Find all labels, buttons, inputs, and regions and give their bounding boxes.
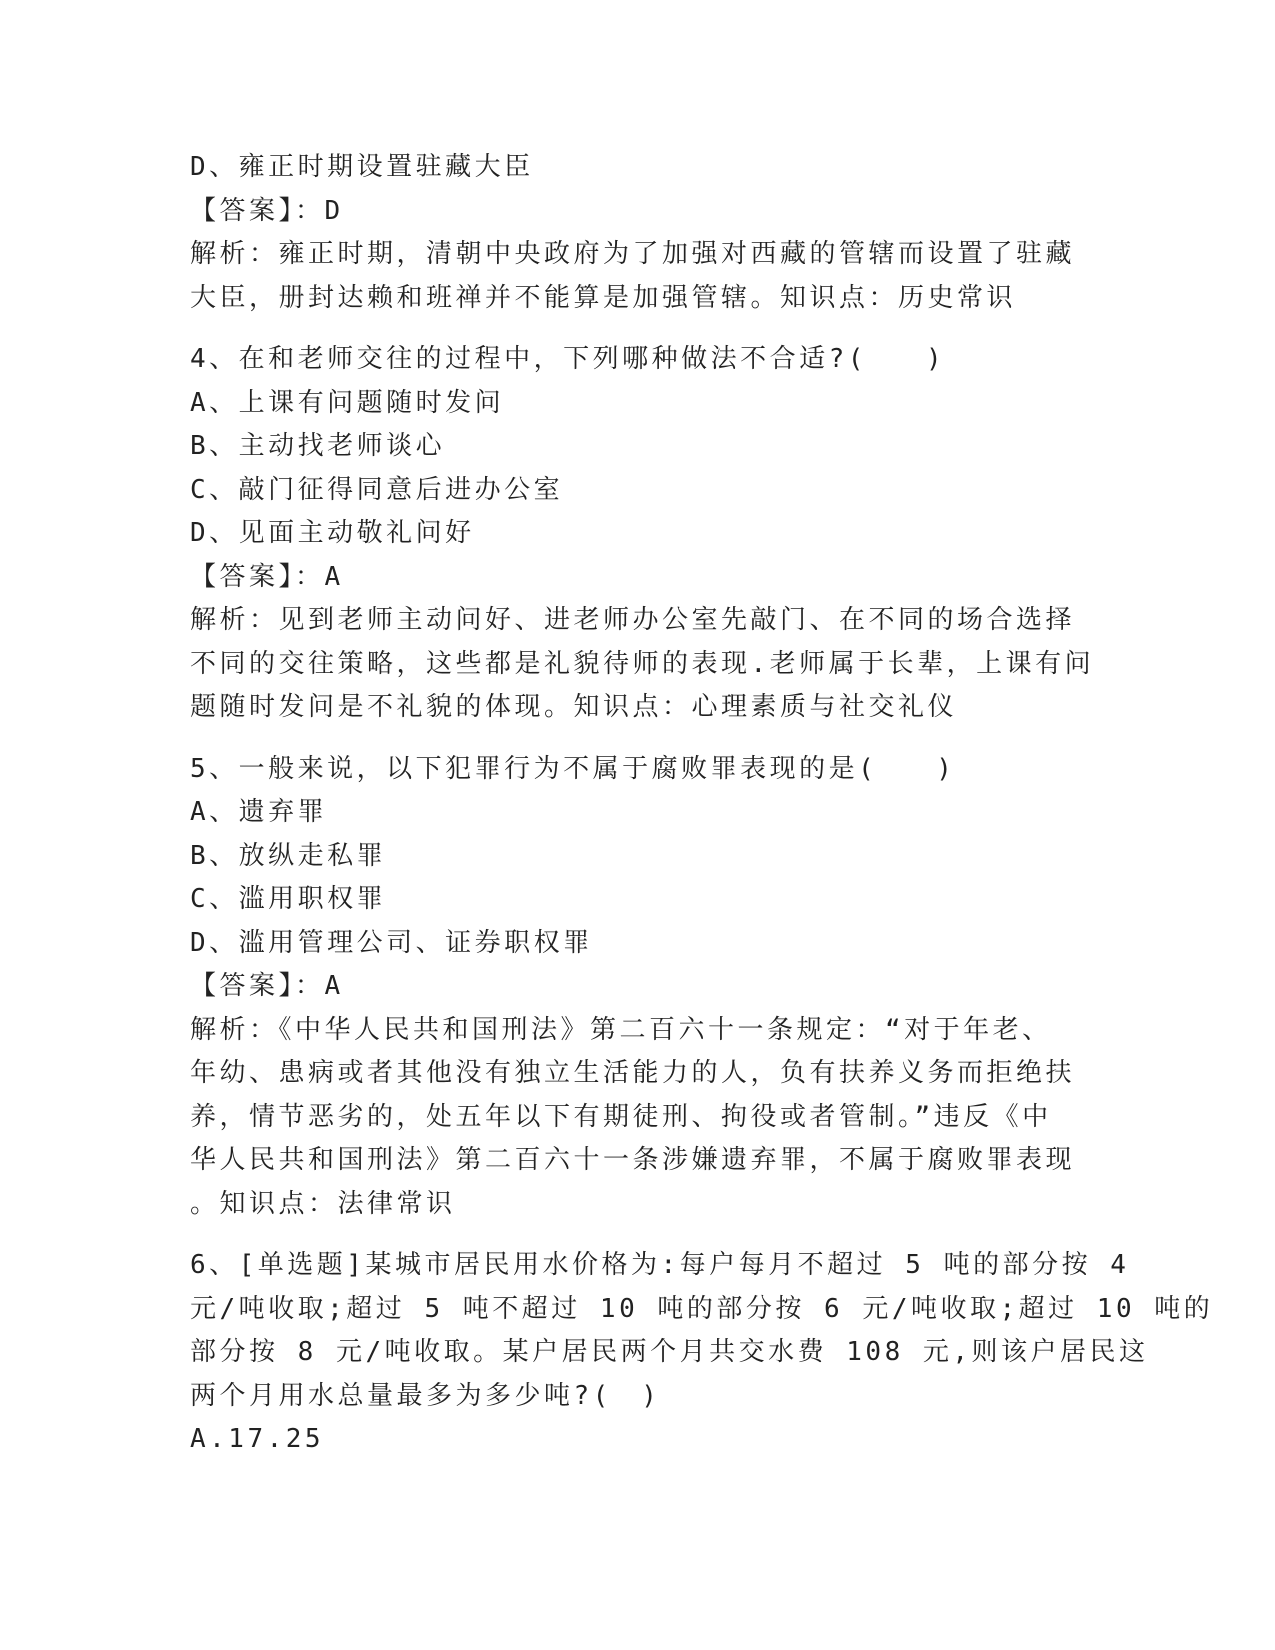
option-a: A、上课有问题随时发问 (190, 387, 505, 418)
explanation-line: 年幼、患病或者其他没有独立生活能力的人，负有扶养义务而拒绝扶 (190, 1058, 1076, 1088)
section-gap (190, 1226, 1090, 1244)
document-page (190, 146, 1214, 1462)
explanation-line: 大臣，册封达赖和班禅并不能算是加强管辖。知识点：历史常识 (190, 282, 1017, 313)
option-c: C、滥用职权罪 (190, 884, 387, 914)
explanation-line: 解析：见到老师主动问好、进老师办公室先敲门、在不同的场合选择 (190, 605, 1076, 635)
explanation-line: 养，情节恶劣的，处五年以下有期徒刑、拘役或者管制。”违反《中 (190, 1101, 1052, 1132)
answer-line: 【答案】：A (190, 561, 344, 592)
question-stem-line: 6、[单选题]某城市居民用水价格为:每户每月不超过 5 吨的部分按 4 (190, 1250, 1130, 1280)
explanation-line: 解析：《中华人民共和国刑法》第二百六十一条规定：“对于年老、 (190, 1014, 1052, 1045)
section-gap (190, 730, 1090, 748)
question-stem-line: 元/吨收取;超过 5 吨不超过 10 吨的部分按 6 元/吨收取;超过 10 吨的 (190, 1293, 1214, 1324)
question-4 (190, 338, 1095, 730)
question-3-tail (190, 146, 1090, 320)
option-a: A、遗弃罪 (190, 797, 328, 827)
explanation-line: 解析：雍正时期，清朝中央政府为了加强对西藏的管辖而设置了驻藏 (190, 239, 1076, 269)
question-stem-line: 部分按 8 元/吨收取。某户居民两个月共交水费 108 元,则该户居民这 (190, 1337, 1149, 1367)
question-5 (190, 748, 1090, 1227)
option-a: A.17.25 (190, 1424, 325, 1454)
option-b: B、放纵走私罪 (190, 840, 387, 871)
explanation-line: 不同的交往策略，这些都是礼貌待师的表现.老师属于长辈，上课有问 (190, 648, 1095, 679)
option-d: D、见面主动敬礼问好 (190, 518, 475, 548)
section-gap (190, 320, 1090, 338)
explanation-line: 华人民共和国刑法》第二百六十一条涉嫌遗弃罪，不属于腐败罪表现 (190, 1145, 1076, 1175)
option-b: B、主动找老师谈心 (190, 431, 446, 461)
option-c: C、敲门征得同意后进办公室 (190, 474, 564, 505)
option-d: D、滥用管理公司、证券职权罪 (190, 927, 593, 958)
explanation-line: 题随时发问是不礼貌的体现。知识点：心理素质与社交礼仪 (190, 692, 958, 722)
question-stem-line: 两个月用水总量最多为多少吨?( ) (190, 1380, 661, 1411)
question-stem: 4、在和老师交往的过程中，下列哪种做法不合适?( ) (190, 344, 946, 374)
answer-line: 【答案】：A (190, 971, 344, 1001)
explanation-line: 。知识点：法律常识 (190, 1188, 456, 1219)
option-d: D、雍正时期设置驻藏大臣 (190, 152, 534, 182)
answer-line: 【答案】：D (190, 195, 344, 226)
question-6 (190, 1244, 1214, 1462)
question-stem: 5、一般来说，以下犯罪行为不属于腐败罪表现的是( ) (190, 753, 956, 784)
